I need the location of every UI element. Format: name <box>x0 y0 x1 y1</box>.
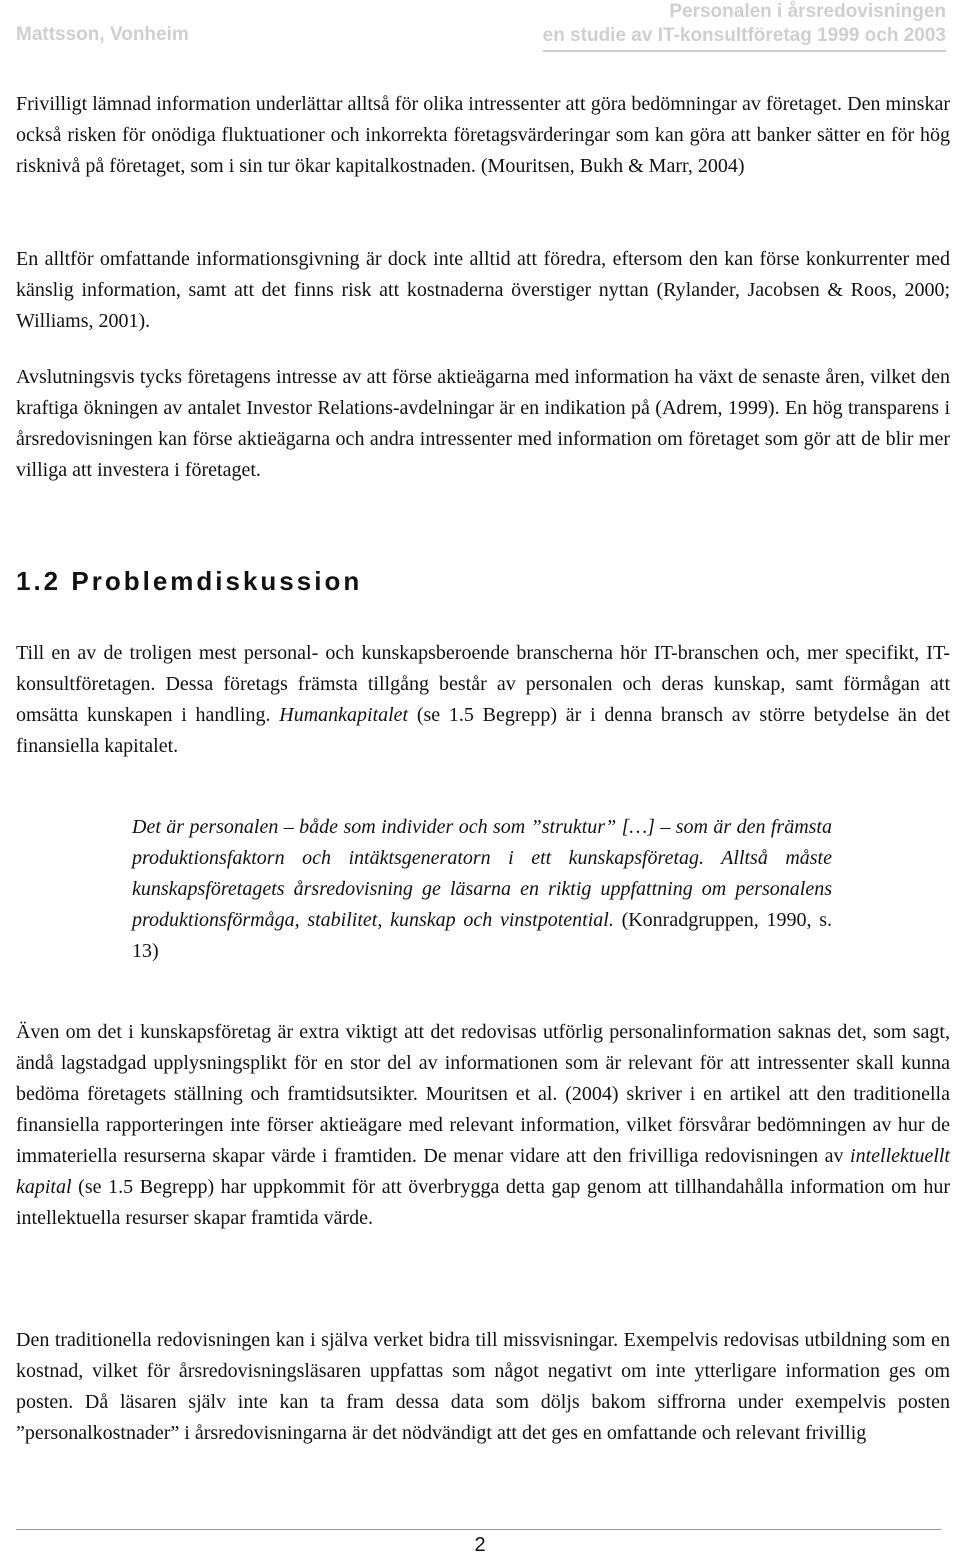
header-title-line2: en studie av IT-konsultföretag 1999 och 2003 <box>543 24 946 52</box>
header-title <box>543 0 946 52</box>
page-header <box>16 0 946 52</box>
paragraph-4-term: Humankapitalet <box>279 704 409 726</box>
section-heading: 1.2 Problemdiskussion <box>16 566 363 596</box>
paragraph-6: Den traditionella redovisningen kan i själva verket bidra till missvisningar. Exempelvis redovisas utbildning som en kostnad, vilket för årsredovisningsläsaren uppfattas som något negativt om inte ytterligare information ges om posten. Då läsaren själv inte kan ta fram dessa data som döljs bakom siffrorna under exempelvis posten ”personalkostnader” i årsredovisningarna är det nödvändigt att det ges en omfattande och relevant frivillig <box>16 1329 950 1444</box>
page-number: 2 <box>474 1534 486 1556</box>
paragraph-4 <box>16 638 950 762</box>
paragraph-4-text-start: Till en av de troligen mest personal- och kunskapsberoende branscherna hör IT-branschen och, mer specifikt, IT-konsultföretagen. Dessa företags främsta tillgång består av personalen och deras kunskap, samt förmågan att omsätta kunskapen i handling. <box>16 642 950 726</box>
paragraph-2: En alltför omfattande informationsgivning är dock inte alltid att föredra, eftersom den kan förse konkurrenter med känslig information, samt att det finns risk att kostnaderna överstiger nyttan (Rylander, Jacobsen & Roos, 2000; Williams, 2001). <box>16 248 950 332</box>
paragraph-1: Frivilligt lämnad information underlättar alltså för olika intressenter att göra bedömningar av företaget. Den minskar också risken för onödiga fluktuationer och inkorrekta företagsvärderingar som kan göra att banker sätter en för hög risknivå på företaget, som i sin tur ökar kapitalkostnaden. (Mouritsen, Bukh & Marr, 2004) <box>16 93 950 177</box>
block-quote <box>132 812 832 967</box>
quote-source: (Konradgruppen, 1990, s. 13) <box>132 909 832 962</box>
paragraph-5-text-start: Även om det i kunskapsföretag är extra viktigt att det redovisas utförlig personalinformation saknas det, som sagt, ändå lagstadgad upplysningsplikt för en stor del av informationen som är relevant för att intressenter skall kunna bedöma företagets ställning och framtidsutsikter. Mouritsen et al. (2004) skriver i en artikel att den traditionella finansiella rapporteringen inte förser aktieägare med relevant information, vilket försvårar bedömningen av hur de immateriella resurserna skapar värde i framtiden. De menar vidare att den frivilliga redovisningen av <box>16 1021 950 1167</box>
paragraph-4-text-end: (se 1.5 Begrepp) är i denna bransch av större betydelse än det finansiella kapitalet. <box>16 704 951 757</box>
paragraph-5-text-end: (se 1.5 Begrepp) har uppkommit för att överbrygga detta gap genom att tillhandahålla information om hur intellektuella resurser skapar framtida värde. <box>16 1176 950 1229</box>
paragraph-5-term: intellektuellt kapital <box>16 1145 950 1198</box>
quote-text: Det är personalen – både som individer och som ”struktur” […] – som är den främsta produktionsfaktorn och intäktsgeneratorn i ett kunskapsföretag. Alltså måste kunskapsföretagets årsredovisning ge läsarna en riktig uppfattning om personalens produktionsförmåga, stabilitet, kunskap och vinstpotential. <box>132 816 832 931</box>
footer-divider <box>16 1529 941 1530</box>
header-title-line1: Personalen i årsredovisningen <box>669 1 946 22</box>
paragraph-5 <box>16 1017 950 1234</box>
paragraph-3: Avslutningsvis tycks företagens intresse av att förse aktieägarna med information ha växt de senaste åren, vilket den kraftiga ökningen av antalet Investor Relations-avdelningar är en indikation på (Adrem, 1999). En hög transparens i årsredovisningen kan förse aktieägarna och andra intressenter med information om företaget som gör att de blir mer villiga att investera i företaget. <box>16 366 950 481</box>
header-authors: Mattsson, Vonheim <box>16 24 189 45</box>
